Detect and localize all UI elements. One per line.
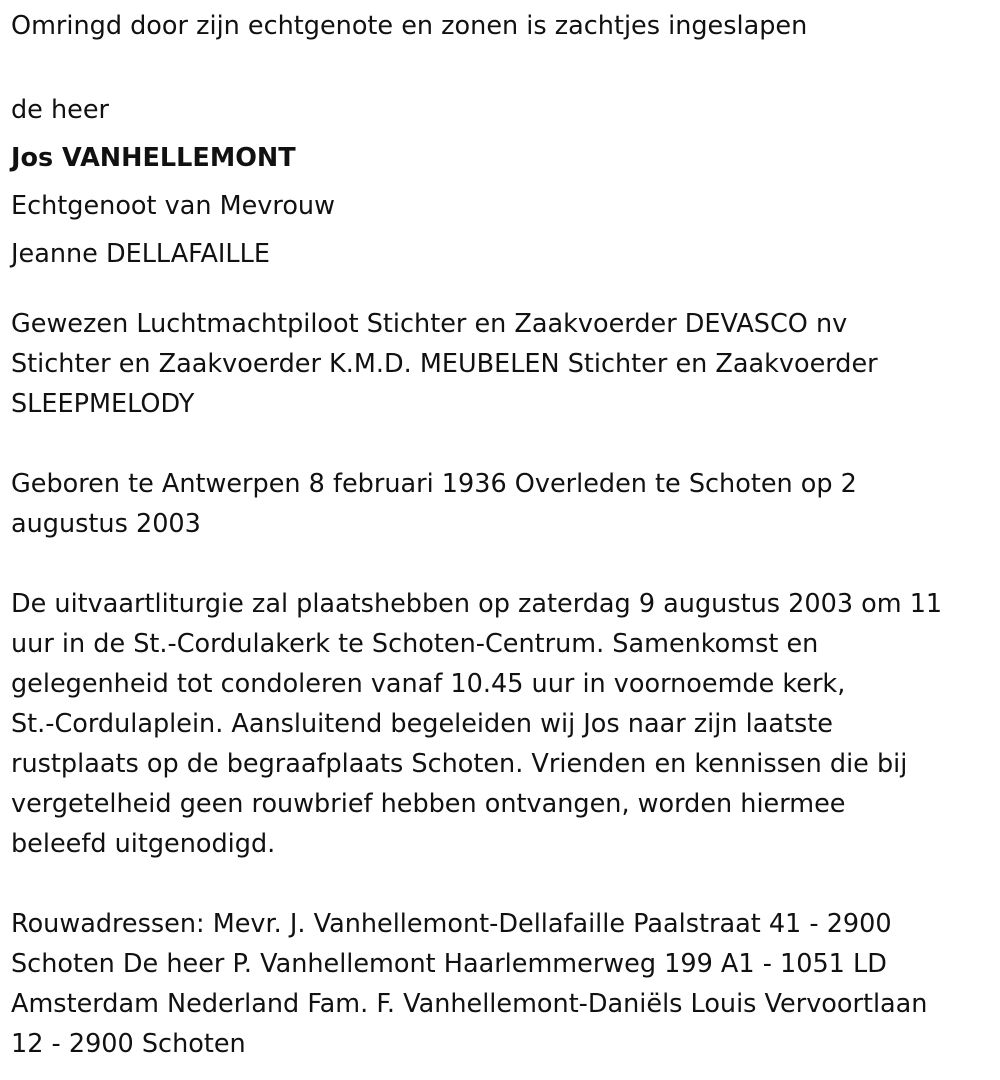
career-paragraph xyxy=(11,304,990,424)
funeral-line: beleefd uitgenodigd. xyxy=(11,829,276,859)
career-line: Gewezen Luchtmachtpiloot Stichter en Zaakvoerder DEVASCO nv xyxy=(11,309,848,339)
salutation-text: de heer xyxy=(11,95,110,125)
address-line: Schoten De heer P. Vanhellemont Haarlemmerweg 199 A1 - 1051 LD xyxy=(11,949,887,979)
funeral-line: St.-Cordulaplein. Aansluitend begeleiden wij Jos naar zijn laatste xyxy=(11,709,833,739)
intro-text: Omringd door zijn echtgenote en zonen is zachtjes ingeslapen xyxy=(11,11,808,41)
funeral-line: vergetelheid geen rouwbrief hebben ontvangen, worden hiermee xyxy=(11,789,846,819)
deceased-name: Jos VANHELLEMONT xyxy=(11,143,296,173)
funeral-line: gelegenheid tot condoleren vanaf 10.45 uur in voornoemde kerk, xyxy=(11,669,846,699)
spouse-intro-text: Echtgenoot van Mevrouw xyxy=(11,191,335,221)
spacer xyxy=(11,46,990,86)
spouse-name: Jeanne DELLAFAILLE xyxy=(11,239,270,269)
address-line: Rouwadressen: Mevr. J. Vanhellemont-Dellafaille Paalstraat 41 - 2900 xyxy=(11,909,892,939)
funeral-line: rustplaats op de begraafplaats Schoten. Vrienden en kennissen die bij xyxy=(11,749,908,779)
address-paragraph xyxy=(11,904,990,1064)
address-line: Amsterdam Nederland Fam. F. Vanhellemont-Daniëls Louis Vervoortlaan xyxy=(11,989,928,1019)
address-line: 12 - 2900 Schoten xyxy=(11,1029,246,1059)
life-dates-paragraph xyxy=(11,464,990,544)
life-line: Geboren te Antwerpen 8 februari 1936 Overleden te Schoten op 2 xyxy=(11,469,857,499)
spacer xyxy=(11,544,990,584)
career-line: SLEEPMELODY xyxy=(11,389,195,419)
career-line: Stichter en Zaakvoerder K.M.D. MEUBELEN Stichter en Zaakvoerder xyxy=(11,349,878,379)
spacer xyxy=(11,278,990,304)
funeral-line: De uitvaartliturgie zal plaatshebben op zaterdag 9 augustus 2003 om 11 xyxy=(11,589,943,619)
life-line: augustus 2003 xyxy=(11,509,201,539)
funeral-line: uur in de St.-Cordulakerk te Schoten-Centrum. Samenkomst en xyxy=(11,629,819,659)
spacer xyxy=(11,864,990,904)
funeral-paragraph xyxy=(11,584,990,864)
spacer xyxy=(11,424,990,464)
